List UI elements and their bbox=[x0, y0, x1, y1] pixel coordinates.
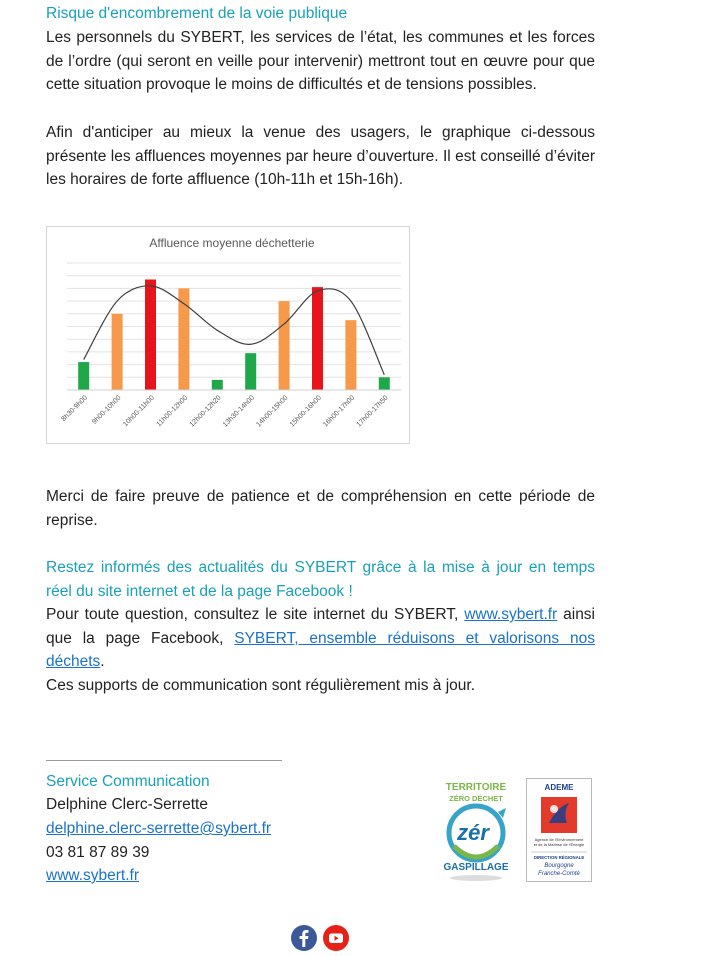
chart-category-label: 15h00-16h00 bbox=[288, 394, 323, 429]
chart-category-label: 9h00-10h00 bbox=[91, 394, 123, 426]
signature-website-link[interactable]: www.sybert.fr bbox=[46, 867, 140, 884]
chart-bar bbox=[379, 377, 390, 390]
youtube-icon[interactable] bbox=[323, 925, 349, 951]
highlight-text: Restez informés des actualités du SYBERT grâce à la mise à jour en temps réel du site internet et de la page Facebook ! bbox=[46, 559, 595, 600]
chart-bar bbox=[145, 280, 156, 390]
contact-prefix: Pour toute question, consultez le site internet du SYBERT, bbox=[46, 606, 465, 623]
chart-bar bbox=[245, 353, 256, 390]
chart-trendline bbox=[84, 286, 385, 375]
signature-divider bbox=[46, 760, 282, 761]
chart-bar bbox=[312, 287, 323, 390]
chart-svg bbox=[47, 227, 409, 443]
signature-email-link[interactable]: delphine.clerc-serrette@sybert.fr bbox=[46, 820, 272, 837]
facebook-icon[interactable] bbox=[291, 925, 317, 951]
signature-phone: 03 81 87 89 39 bbox=[46, 844, 150, 861]
chart-bar bbox=[279, 301, 290, 390]
contact-suffix: . bbox=[100, 653, 105, 671]
zero-logo-line3: GASPILLAGE bbox=[443, 862, 509, 873]
ademe-logo bbox=[526, 778, 592, 882]
paragraph-personnels: Les personnels du SYBERT, les services de l’état, les communes et les forces de l’ordre (qui seront en veille pour intervenir) mettront tout en œuvre pour que cette situation provoque le moins de difficultés et de tensions possibles. bbox=[46, 29, 595, 94]
contact-paragraph bbox=[46, 603, 595, 674]
contact-note: Ces supports de communication sont régulièrement mis à jour. bbox=[46, 677, 476, 694]
chart-bar bbox=[345, 320, 356, 390]
zero-logo-line2: ZÉRO DÉCHET bbox=[449, 794, 503, 803]
ademe-logo-region2: Franche-Comté bbox=[538, 871, 580, 877]
site-link[interactable]: www.sybert.fr bbox=[464, 606, 558, 623]
chart-title: Affluence moyenne déchetterie bbox=[149, 236, 315, 250]
signature-name: Delphine Clerc-Serrette bbox=[46, 796, 208, 813]
section-title: Risque d'encombrement de la voie publique bbox=[46, 5, 348, 22]
signature-department: Service Communication bbox=[46, 773, 210, 790]
ademe-logo-sub2: et de la Maîtrise de l'Énergie bbox=[533, 842, 585, 847]
chart-category-label: 12h00-12h20 bbox=[188, 394, 223, 429]
ademe-logo-sub1: Agence de l'Environnement bbox=[534, 837, 584, 842]
chart-bar bbox=[78, 362, 89, 390]
ademe-logo-region1: Bourgogne bbox=[544, 863, 574, 869]
chart-category-label: 8h30-9h00 bbox=[60, 394, 90, 424]
chart-bar bbox=[212, 380, 223, 390]
chart-bar bbox=[112, 314, 123, 390]
chart-category-label: 11h00-12h00 bbox=[155, 394, 190, 429]
zero-logo-line1: TERRITOIRE bbox=[445, 782, 507, 793]
zero-logo-word: zér bbox=[457, 820, 489, 845]
chart-category-label: 13h30-14h00 bbox=[221, 394, 257, 429]
ademe-logo-dir: DIRECTION RÉGIONALE bbox=[533, 855, 585, 860]
ademe-logo-name: ADEME bbox=[544, 783, 574, 792]
paragraph-patience: Merci de faire preuve de patience et de compréhension en cette période de reprise. bbox=[46, 488, 595, 529]
facebook-page-link[interactable]: SYBERT, ensemble réduisons et valorisons nos déchets bbox=[46, 629, 596, 671]
chart-category-label: 14h00-15h00 bbox=[255, 394, 290, 429]
affluence-chart bbox=[46, 226, 410, 444]
chart-category-label: 10h00-11h00 bbox=[122, 394, 156, 429]
chart-category-label: 17h00-17h50 bbox=[355, 394, 390, 429]
zero-dechet-logo bbox=[440, 778, 512, 882]
paragraph-affluence: Afin d'anticiper au mieux la venue des usagers, le graphique ci-dessous présente les affluences moyennes par heure d’ouverture. Il est conseillé d’éviter les horaires de forte affluence (10h-11h et 15h-16h). bbox=[46, 124, 595, 189]
chart-category-label: 16h00-17h00 bbox=[322, 394, 357, 429]
contact-middle: ainsi que la page Facebook, bbox=[46, 606, 596, 647]
